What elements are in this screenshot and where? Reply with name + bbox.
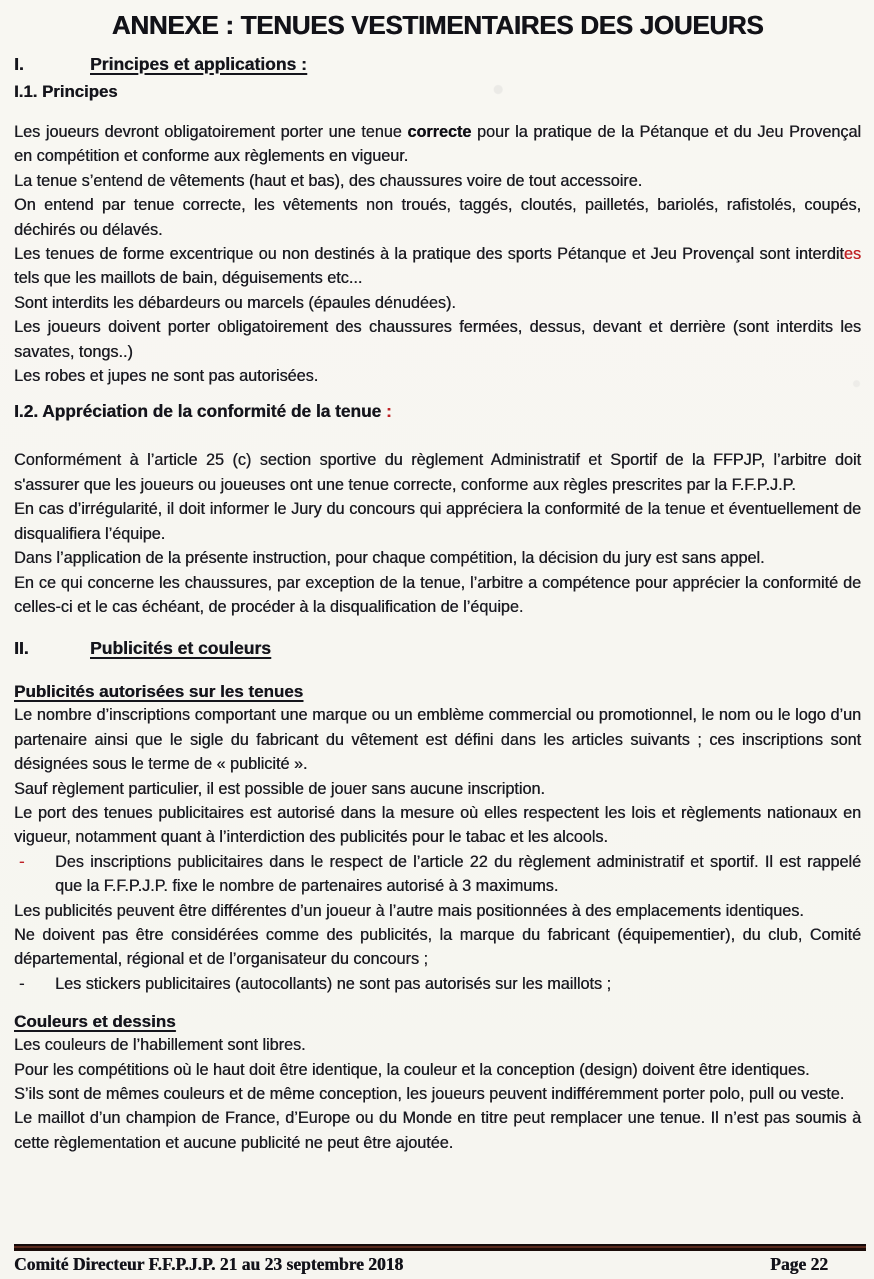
- heading-text: I.2. Appréciation de la conformité de la tenue: [14, 401, 382, 422]
- paragraph-polo-pull-veste: S’ils sont de mêmes couleurs et de même conception, les joueurs peuvent indifféremment porter polo, pull ou veste.: [14, 1085, 845, 1103]
- list-item-stickers: [14, 972, 861, 996]
- paragraph-sans-inscription: Sauf règlement particulier, il est possible de jouer sans aucune inscription.: [14, 779, 545, 798]
- list-item-text: Des inscriptions publicitaires dans le respect de l’article 22 du règlement administratif et sportif. Il est rappelé que la F.F.P.J.P. fixe le nombre de partenaires autorisé à 3 maximums.: [55, 852, 861, 896]
- paragraph-irregularite: En cas d’irrégularité, il doit informer le Jury du concours qui appréciera la conformité de la tenue et éventuellement de disqualifiera l’équipe.: [14, 500, 861, 543]
- text-segment: Les joueurs devront obligatoirement porter une tenue: [14, 123, 408, 141]
- paragraph-couleurs-libres: Les couleurs de l’habillement sont libres.: [14, 1036, 306, 1055]
- section-1-heading: [14, 53, 861, 75]
- paragraph-emplacements-identiques: Les publicités peuvent être différentes d’un joueur à l’autre mais positionnées à des emplacements identiques.: [14, 901, 804, 920]
- red-colon: :: [381, 401, 392, 422]
- list-item-article-22: [14, 850, 861, 899]
- paragraph-decision-jury: Dans l’application de la présente instruction, pour chaque compétition, la décision du jury est sans appel.: [14, 549, 765, 568]
- paragraph-maillot-champion: Le maillot d’un champion de France, d’Europe ou du Monde en titre peut remplacer une tenue. Il n’est pas soumis à cette règlementation et aucune publicité ne peut être ajoutée.: [14, 1109, 861, 1152]
- paragraph-tenue-definition: La tenue s’entend de vêtements (haut et bas), des chaussures voire de tout accessoire.: [14, 171, 643, 190]
- paragraph-lois-reglements: Le port des tenues publicitaires est autorisé dans la mesure où elles respectent les lois et règlements nationaux en vigueur, notamment quant à l’interdiction des publicités pour le tabac et les alcools.: [14, 803, 861, 847]
- list-item-text: Les stickers publicitaires (autocollants) ne sont pas autorisés sur les maillots ;: [55, 974, 612, 993]
- paragraph-article-25: Conformément à l’article 25 (c) section sportive du règlement Administratif et Sportif de la FFPJP, l’arbitre doit s'assurer que les joueurs ou joueuses ont une tenue correcte, conforme aux règles prescrites par la F.F.P.J.P.: [14, 451, 861, 494]
- heading-publicites-autorisees: Publicités autorisées sur les tenues: [14, 682, 304, 702]
- heading-1-2-appreciation: [14, 400, 861, 422]
- paragraph-robes-jupes: Les robes et jupes ne sont pas autorisées.: [14, 367, 319, 386]
- text-segment: pour la pratique de la Pétanque et du Jeu Provençal en compétition et conforme aux règlements en vigueur.: [14, 123, 861, 166]
- section-2-heading: [14, 637, 861, 659]
- heading-couleurs-dessins: Couleurs et dessins: [14, 1012, 176, 1032]
- section-2-number: II.: [14, 638, 29, 659]
- bold-word-correcte: correcte: [407, 123, 472, 141]
- paragraph-tenues-excentriques: [14, 242, 861, 291]
- footer-rule: [14, 1244, 866, 1251]
- paragraph-haut-identique: Pour les compétitions où le haut doit être identique, la couleur et la conception (design) doivent être identiques.: [14, 1060, 810, 1079]
- heading-1-1-principes: I.1. Principes: [14, 82, 118, 101]
- paragraph-marque-fabricant: Ne doivent pas être considérées comme des publicités, la marque du fabricant (équipementier), du club, Comité départemental, régional et de l’organisateur du concours ;: [14, 925, 861, 969]
- paragraph-tenue-correcte: [14, 120, 861, 169]
- dash-bullet: -: [19, 852, 25, 871]
- paragraph-debardeurs-interdits: Sont interdits les débardeurs ou marcels (épaules dénudées).: [14, 293, 456, 312]
- page-footer: [0, 1244, 874, 1279]
- paragraph-chaussures-exception: En ce qui concerne les chaussures, par exception de la tenue, l’arbitre a compétence pour apprécier la conformité de celles-ci et le cas échéant, de procéder à la disqualification de l’équipe.: [14, 573, 861, 616]
- text-segment: tels que les maillots de bain, déguisements etc...: [14, 269, 363, 288]
- text-segment: Les tenues de forme excentrique ou non destinés à la pratique des sports Pétanque et Jeu Provençal sont interdit: [14, 245, 844, 264]
- footer-row: [14, 1254, 866, 1275]
- footer-page-number: Page 22: [770, 1254, 828, 1274]
- red-text-correction: es: [843, 245, 861, 264]
- section-1-number: I.: [14, 54, 24, 74]
- section-2-title: Publicités et couleurs: [90, 638, 271, 659]
- paragraph-tenue-correcte-liste: On entend par tenue correcte, les vêtements non troués, taggés, cloutés, pailletés, bariolés, rafistolés, coupés, déchirés ou délavés.: [14, 196, 861, 239]
- footer-committee-date: Comité Directeur F.F.P.J.P. 21 au 23 septembre 2018: [14, 1254, 404, 1274]
- section-1-title: Principes et applications :: [90, 54, 307, 74]
- dash-bullet: -: [19, 974, 25, 993]
- paragraph-chaussures-fermees: Les joueurs doivent porter obligatoirement des chaussures fermées, dessus, devant et derrière (sont interdits les savates, tongs..): [14, 318, 861, 361]
- paragraph-nombre-inscriptions: Le nombre d’inscriptions comportant une marque ou un emblème commercial ou promotionnel, le nom ou le logo d’un partenaire ainsi que le sigle du fabricant du vêtement est défini dans les articles suivants ; ces inscriptions sont désignées sous le terme de « publicité ».: [14, 706, 861, 774]
- page-title: ANNEXE : TENUES VESTIMENTAIRES DES JOUEURS: [111, 10, 764, 40]
